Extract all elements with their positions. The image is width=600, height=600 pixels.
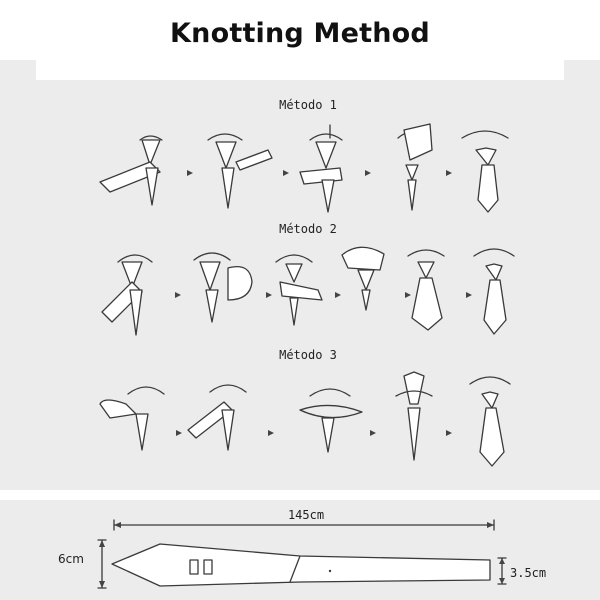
method-2-step-5-tie-icon bbox=[408, 250, 444, 330]
method-1-step-5-tie-icon bbox=[462, 131, 508, 212]
method-1-label: Método 1 bbox=[279, 98, 337, 112]
method-3-step-1-tie-icon bbox=[100, 387, 164, 450]
method-2-step-1-tie-icon bbox=[102, 255, 152, 335]
method-1-step-3-tie-icon bbox=[300, 125, 342, 212]
method-2-step-4-tie-icon bbox=[342, 247, 384, 310]
tip-width-label: 3.5cm bbox=[510, 566, 547, 580]
page-title: Knotting Method bbox=[170, 18, 430, 49]
flat-tie-outline-icon bbox=[112, 544, 490, 586]
tip-width-dimension-line bbox=[498, 558, 506, 584]
method-1-step-1-tie-icon bbox=[100, 136, 162, 205]
width-label: 6cm bbox=[58, 552, 84, 566]
method-3-step-2-tie-icon bbox=[188, 385, 246, 450]
method-3-step-4-tie-icon bbox=[396, 372, 432, 460]
length-label: 145cm bbox=[287, 508, 325, 522]
method-2-step-3-tie-icon bbox=[276, 255, 322, 325]
width-dimension-line bbox=[98, 540, 106, 588]
method-2-step-6-tie-icon bbox=[474, 249, 514, 334]
method-3-step-3-tie-icon bbox=[300, 389, 362, 452]
method-1-step-4-tie-icon bbox=[398, 124, 432, 210]
method-3-label: Método 3 bbox=[279, 348, 337, 362]
method-1-step-2-tie-icon bbox=[208, 134, 272, 208]
method-2-step-2-tie-icon bbox=[194, 253, 252, 322]
method-2-label: Método 2 bbox=[279, 222, 337, 236]
method-3-step-5-tie-icon bbox=[470, 377, 510, 466]
